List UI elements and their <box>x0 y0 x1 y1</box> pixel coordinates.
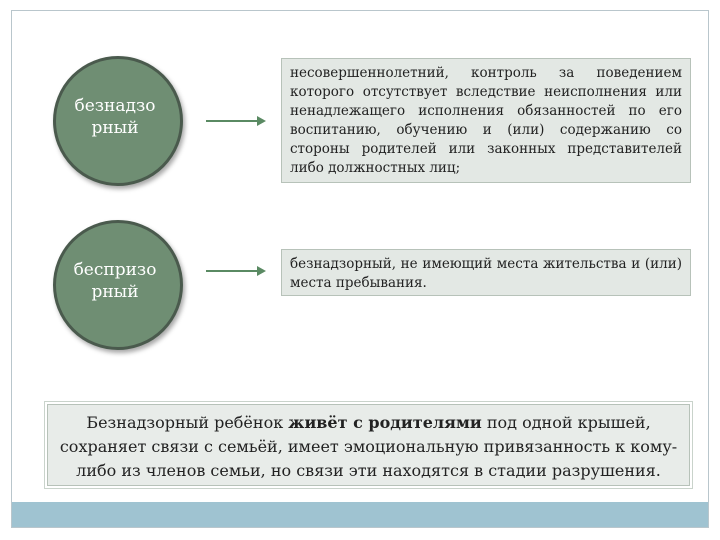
note-text-end: под одной крышей, сохраняет связи с семьёй, имеет эмоциональную привязанность к кому-либо из членов семьи, но связи эти находятся в стадии разрушения. <box>59 413 678 480</box>
arrow-right-icon <box>205 114 267 128</box>
footer-bar <box>12 502 708 527</box>
definition-box-homeless <box>281 249 691 296</box>
term-circle-homeless <box>53 220 183 350</box>
term-label-neglected: безнадзо рный <box>74 96 156 138</box>
definition-box-neglected <box>281 58 691 183</box>
note-box <box>47 404 690 486</box>
definition-text-homeless: безнадзорный, не имеющий места жительства и (или) места пребывания. <box>290 256 682 291</box>
term-label-homeless: беспризо рный <box>73 260 157 302</box>
definition-text-neglected: несовершеннолетний, контроль за поведением которого отсутствует вследствие неисполнения или ненадлежащего исполнения обязанностей по его воспитанию, обучению и (или) содержанию со стороны родителей или законных представителей либо должностных лиц; <box>290 65 682 176</box>
note-text-bold: живёт с родителями <box>288 413 482 432</box>
term-circle-neglected <box>53 56 183 186</box>
note-text-start: Безнадзорный ребёнок <box>86 413 289 432</box>
arrow-right-icon <box>205 264 267 278</box>
